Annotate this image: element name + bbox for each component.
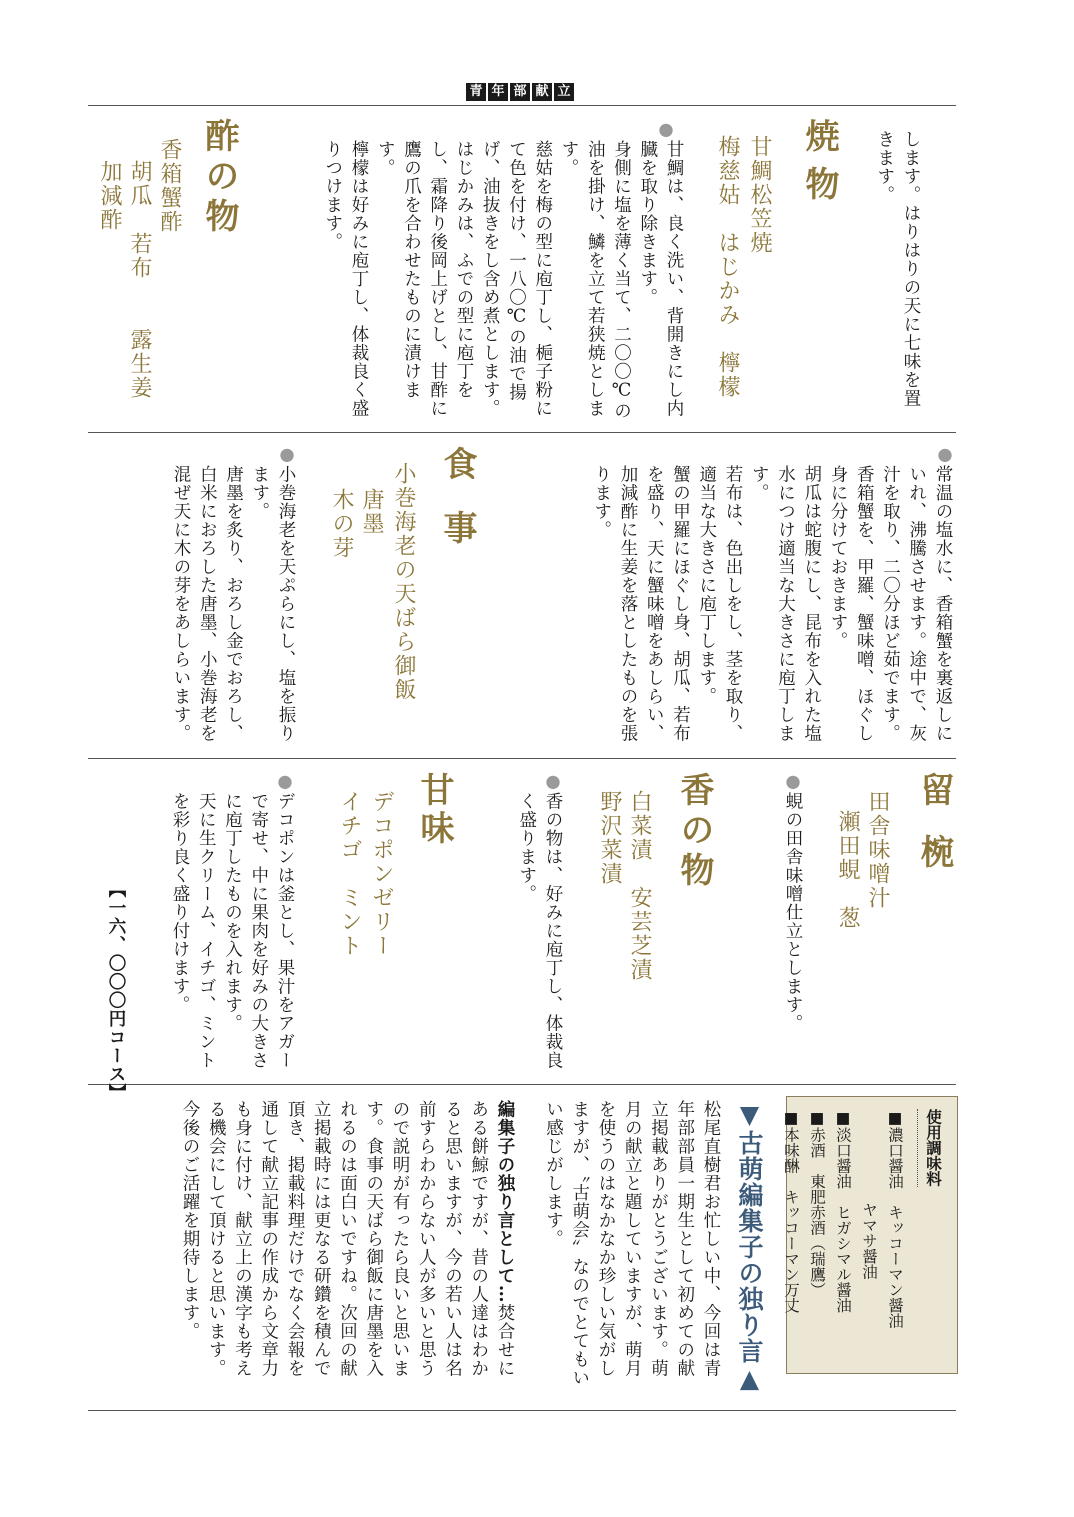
konomono-bullet: ● xyxy=(543,772,563,793)
konomono-body: 香の物は、好みに庖丁し、体裁良く盛ります。 xyxy=(516,792,563,1070)
column-title: ▼古萌編集子の独り言▲ xyxy=(735,1100,764,1394)
sunomono-body: 常温の塩水に、香箱蟹を裏返しにいれ、沸騰させます。途中で、灰汁を取り、二〇分ほど茹でます。 香箱蟹を、甲羅、蟹味噌、ほぐし身に分けておきます。 胡瓜は蛇腹にし、昆布を入れた塩水につけ適当な大きさに庖丁します。 若布は、色出しをし、茎を取り、適当な大きさに庖丁します。 蟹の甲羅にほぐし身、胡瓜、若布を盛り、天に蟹味噌をあしらい、加減酢に生姜を落としたものを張ります。 xyxy=(591,465,953,743)
amami-dish-2: イチゴ ミント xyxy=(337,790,362,958)
shokuji-bullet: ● xyxy=(277,445,297,466)
seasoning-item: ■本味醂 キッコーマン万丈 xyxy=(782,1109,800,1313)
tomewan-body: 蜆の田舎味噌仕立とします。 xyxy=(783,792,803,1033)
badge-char: 年 xyxy=(488,83,508,101)
column-paragraph-1: 松尾直樹君お忙しい中、今回は青年部部員一期生として初めての献立掲載ありがとうございます。萌月の献立と題していますが、萌月を使うのはなかなか珍しい気がしますが、〝古萌会〟なのでとてもいい感じがします。 xyxy=(543,1100,721,1388)
bottom-rule xyxy=(88,1410,956,1411)
sunomono-dish-1: 香箱蟹酢 xyxy=(157,138,182,234)
intro-text: します。はりはりの天に七味を置きます。 xyxy=(874,130,921,408)
section-badge xyxy=(466,83,574,101)
seasoning-box xyxy=(782,1096,958,1374)
yakimono-body: 甘鯛は、良く洗い、背開きにし内臓を取り除きます。 身側に塩を薄く当て、二〇〇℃の油を掛け、鱗を立て若狭焼とします。 慈姑を梅の型に庖丁し、梔子粉にて色を付け、一八〇℃の油で揚げ、油抜きをし含め煮とします。 はじかみは、ふでの型に庖丁をし、霜降り後岡上げとし、甘酢に鷹の爪を合わせたものに漬けます。 檸檬は好みに庖丁し、体裁良く盛りつけます。 xyxy=(322,140,684,420)
tomewan-dish-1: 田舎味噌汁 xyxy=(865,790,890,910)
column-paragraph-2 xyxy=(177,1100,518,1390)
shokuji-dish-3: 木の芽 xyxy=(329,488,354,560)
sunomono-bullet: ● xyxy=(935,445,955,466)
seasoning-item: ■赤酒 東肥赤酒（瑞鷹） xyxy=(808,1109,826,1298)
seasoning-item: ■濃口醤油 キッコーマン醤油 xyxy=(886,1109,904,1329)
column-body: 焚合せにある餅鯨ですが、昔の人達はわかると思いますが、今の若い人は名前すらわからない人が多いと思うので説明が有ったら良いと思います。食事の天ばら御飯に唐墨を入れるのは面白いですね。次回の献立掲載時には更なる研鑽を積んで頂き、掲載料理だけでなく会報を通して献立記事の作成から文章力も身に付け、献立上の漢字も考える機会にして頂けると思います。 今後のご活躍を期待します。 xyxy=(180,1100,515,1378)
shokuji-body: 小巻海老を天ぷらにし、塩を振ります。 唐墨を炙り、おろし金でおろし、白米におろした唐墨、小巻海老を混ぜ天に木の芽をあしらいます。 xyxy=(171,465,296,743)
band-divider-3 xyxy=(88,1084,956,1085)
top-rule xyxy=(88,105,956,106)
badge-char: 立 xyxy=(554,83,574,101)
amami-body: デコポンは釜とし、果汁をアガーで寄せ、中に果肉を好みの大きさに庖丁したものを入れます。 天に生クリーム、イチゴ、ミントを彩り良く盛り付けます。 xyxy=(170,792,295,1070)
seasoning-title: 使用調味料 xyxy=(917,1109,945,1187)
yakimono-heading: 焼物 xyxy=(799,118,839,214)
band-divider-1 xyxy=(88,432,956,433)
yakimono-dish-2: 梅慈姑 はじかみ 檸檬 xyxy=(715,135,740,399)
konomono-dish-2: 野沢菜漬 xyxy=(597,790,622,886)
badge-char: 献 xyxy=(532,83,552,101)
tomewan-dish-2: 瀬田蜆 葱 xyxy=(835,810,860,930)
badge-char: 青 xyxy=(466,83,486,101)
sunomono-heading: 酢の物 xyxy=(199,118,239,238)
badge-char: 部 xyxy=(510,83,530,101)
tomewan-bullet: ● xyxy=(783,772,803,793)
konomono-dish-1: 白菜漬 安芸芝漬 xyxy=(627,790,652,982)
yakimono-dish-1: 甘鯛松笠焼 xyxy=(747,135,772,255)
shokuji-dish-2: 唐墨 xyxy=(359,488,384,536)
tomewan-heading: 留椀 xyxy=(914,772,954,896)
yakimono-bullet: ● xyxy=(656,120,676,141)
course-price: 【一六、〇〇〇円コース】 xyxy=(106,880,126,1102)
konomono-heading: 香の物 xyxy=(674,772,714,892)
amami-bullet: ● xyxy=(275,772,295,793)
amami-heading: 甘味 xyxy=(414,772,454,848)
column-lead: 編集子の独り言として… xyxy=(495,1100,515,1304)
amami-dish-1: デコポンゼリー xyxy=(369,790,394,958)
seasoning-item: ■淡口醤油 ヒガシマル醤油 xyxy=(834,1109,852,1313)
band-divider-2 xyxy=(88,758,956,759)
shokuji-dish-1: 小巻海老の天ばら御飯 xyxy=(391,462,416,702)
shokuji-heading: 食事 xyxy=(437,446,477,574)
seasoning-item: ヤマサ醤油 xyxy=(860,1109,878,1280)
sunomono-dish-2: 胡瓜 若布 露生姜 xyxy=(127,160,152,400)
sunomono-dish-3: 加減酢 xyxy=(97,160,122,232)
